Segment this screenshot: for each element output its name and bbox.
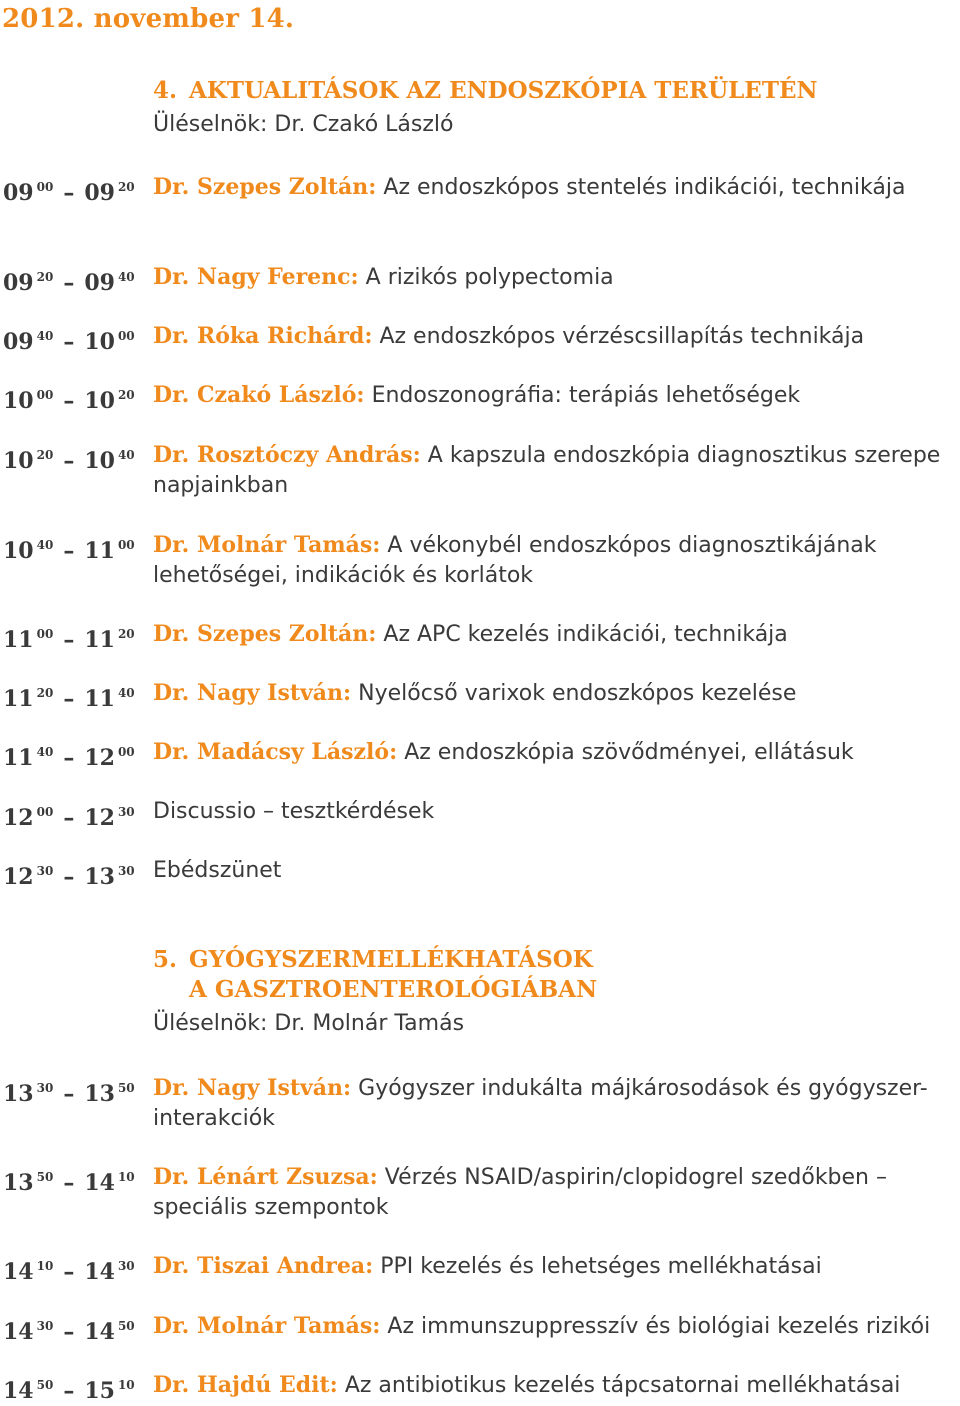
- start-hour: 13: [3, 1081, 34, 1107]
- start-hour: 14: [3, 1319, 34, 1345]
- end-minute: 30: [117, 1259, 135, 1273]
- end-time: [84, 619, 134, 655]
- talk-title: A vékonybél endoszkópos diagnosztikájának lehetőségei, indikációk és korlátok: [153, 533, 877, 588]
- speaker-name: Dr. Molnár Tamás:: [153, 532, 381, 558]
- start-time: [3, 530, 53, 566]
- start-hour: 10: [3, 388, 34, 414]
- end-time: [84, 856, 134, 892]
- start-minute: 30: [36, 864, 54, 878]
- time-slot: [3, 380, 135, 416]
- start-minute: 20: [36, 448, 54, 462]
- end-hour: 13: [84, 864, 115, 890]
- section-header: [153, 945, 597, 1039]
- section-title: [153, 975, 597, 1005]
- end-minute: 10: [117, 1170, 135, 1184]
- start-hour: 09: [3, 270, 34, 296]
- talk-entry: [153, 380, 952, 411]
- time-slot: [3, 1162, 135, 1198]
- time-dash: –: [63, 1378, 75, 1404]
- end-hour: 14: [84, 1170, 115, 1196]
- start-hour: 12: [3, 805, 34, 831]
- section-header: [153, 76, 818, 140]
- start-time: [3, 1162, 53, 1198]
- start-time: [3, 678, 53, 714]
- end-time: [84, 172, 134, 208]
- start-time: [3, 440, 53, 476]
- time-dash: –: [63, 180, 75, 206]
- time-dash: –: [63, 1319, 75, 1345]
- end-hour: 09: [84, 180, 115, 206]
- start-minute: 00: [36, 627, 54, 641]
- end-hour: 14: [84, 1319, 115, 1345]
- start-time: [3, 262, 53, 298]
- start-hour: 09: [3, 329, 34, 355]
- time-dash: –: [63, 1170, 75, 1196]
- talk-entry: [153, 1162, 952, 1223]
- time-slot: [3, 1073, 135, 1109]
- start-time: [3, 1370, 53, 1406]
- talk-title: Vérzés NSAID/aspirin/clopidogrel szedőkben – speciális szempontok: [153, 1165, 887, 1220]
- start-minute: 40: [36, 538, 54, 552]
- talk-entry: [153, 856, 952, 886]
- end-minute: 00: [117, 538, 135, 552]
- talk-title: PPI kezelés és lehetséges mellékhatásai: [380, 1254, 822, 1279]
- end-minute: 10: [117, 1378, 135, 1392]
- time-slot: [3, 856, 135, 892]
- end-hour: 12: [84, 805, 115, 831]
- talk-title: Endoszonográfia: terápiás lehetőségek: [371, 383, 801, 408]
- speaker-name: Dr. Hajdú Edit:: [153, 1372, 338, 1398]
- end-time: [84, 1251, 134, 1287]
- start-time: [3, 619, 53, 655]
- talk-entry: [153, 321, 952, 352]
- time-dash: –: [63, 538, 75, 564]
- section-title-text: GYÓGYSZERMELLÉKHATÁSOK: [189, 946, 593, 973]
- start-hour: 11: [3, 745, 34, 771]
- time-dash: –: [63, 745, 75, 771]
- time-dash: –: [63, 329, 75, 355]
- speaker-name: Dr. Nagy István:: [153, 1075, 352, 1101]
- time-dash: –: [63, 864, 75, 890]
- start-time: [3, 737, 53, 773]
- end-minute: 50: [117, 1081, 135, 1095]
- time-slot: [3, 321, 135, 357]
- end-time: [84, 440, 134, 476]
- end-minute: 30: [117, 864, 135, 878]
- start-time: [3, 172, 53, 208]
- end-time: [84, 530, 134, 566]
- start-hour: 11: [3, 686, 34, 712]
- talk-title: Nyelőcső varixok endoszkópos kezelése: [358, 681, 797, 706]
- start-minute: 00: [36, 805, 54, 819]
- end-minute: 40: [117, 686, 135, 700]
- talk-title: Az antibiotikus kezelés tápcsatornai mellékhatásai: [344, 1373, 901, 1398]
- time-dash: –: [63, 1259, 75, 1285]
- time-slot: [3, 172, 135, 208]
- talk-entry: [153, 172, 952, 203]
- speaker-name: Dr. Czakó László:: [153, 382, 365, 408]
- end-minute: 30: [117, 805, 135, 819]
- start-minute: 00: [36, 180, 54, 194]
- talk-title: Gyógyszer indukálta májkárosodások és gyógyszer-interakciók: [153, 1076, 928, 1131]
- end-minute: 20: [117, 388, 135, 402]
- section-number: 4.: [153, 77, 178, 104]
- start-minute: 00: [36, 388, 54, 402]
- end-hour: 15: [84, 1378, 115, 1404]
- start-hour: 09: [3, 180, 34, 206]
- talk-title: Discussio – tesztkérdések: [153, 799, 435, 824]
- start-time: [3, 856, 53, 892]
- start-minute: 40: [36, 329, 54, 343]
- start-time: [3, 321, 53, 357]
- speaker-name: Dr. Lénárt Zsuzsa:: [153, 1164, 378, 1190]
- end-time: [84, 678, 134, 714]
- section-chair: Üléselnök: Dr. Czakó László: [153, 112, 454, 137]
- end-hour: 11: [84, 627, 115, 653]
- talk-entry: [153, 737, 952, 768]
- start-time: [3, 1073, 53, 1109]
- end-time: [84, 1162, 134, 1198]
- talk-entry: [153, 678, 952, 709]
- section-number: 5.: [153, 946, 178, 973]
- end-minute: 50: [117, 1319, 135, 1333]
- time-dash: –: [63, 805, 75, 831]
- start-time: [3, 380, 53, 416]
- end-time: [84, 321, 134, 357]
- speaker-name: Dr. Róka Richárd:: [153, 323, 373, 349]
- section-chair: Üléselnök: Dr. Molnár Tamás: [153, 1011, 465, 1036]
- start-hour: 11: [3, 627, 34, 653]
- time-dash: –: [63, 1081, 75, 1107]
- end-hour: 13: [84, 1081, 115, 1107]
- start-minute: 20: [36, 270, 54, 284]
- end-hour: 14: [84, 1259, 115, 1285]
- end-hour: 12: [84, 745, 115, 771]
- talk-entry: [153, 1370, 952, 1401]
- talk-title: Az APC kezelés indikációi, technikája: [383, 622, 788, 647]
- start-minute: 50: [36, 1170, 54, 1184]
- start-hour: 12: [3, 864, 34, 890]
- end-time: [84, 1370, 134, 1406]
- end-hour: 09: [84, 270, 115, 296]
- end-minute: 40: [117, 270, 135, 284]
- start-hour: 14: [3, 1259, 34, 1285]
- end-hour: 11: [84, 686, 115, 712]
- start-minute: 50: [36, 1378, 54, 1392]
- end-minute: 00: [117, 329, 135, 343]
- talk-title: Ebédszünet: [153, 858, 282, 883]
- talk-entry: [153, 1251, 952, 1282]
- start-hour: 14: [3, 1378, 34, 1404]
- time-slot: [3, 737, 135, 773]
- section-title: [153, 945, 597, 975]
- time-dash: –: [63, 388, 75, 414]
- talk-entry: [153, 1311, 952, 1342]
- speaker-name: Dr. Nagy Ferenc:: [153, 264, 359, 290]
- time-slot: [3, 797, 135, 833]
- time-slot: [3, 619, 135, 655]
- talk-entry: [153, 797, 952, 827]
- time-slot: [3, 1251, 135, 1287]
- time-dash: –: [63, 270, 75, 296]
- section-title-text: A GASZTROENTEROLÓGIÁBAN: [189, 976, 598, 1003]
- speaker-name: Dr. Madácsy László:: [153, 739, 398, 765]
- end-minute: 20: [117, 180, 135, 194]
- section-title-text: AKTUALITÁSOK AZ ENDOSZKÓPIA TERÜLETÉN: [189, 77, 818, 104]
- start-hour: 10: [3, 448, 34, 474]
- end-minute: 00: [117, 745, 135, 759]
- end-time: [84, 737, 134, 773]
- end-hour: 10: [84, 448, 115, 474]
- start-hour: 13: [3, 1170, 34, 1196]
- time-slot: [3, 1311, 135, 1347]
- talk-title: A kapszula endoszkópia diagnosztikus szerepe napjainkban: [153, 443, 941, 498]
- time-slot: [3, 262, 135, 298]
- time-dash: –: [63, 686, 75, 712]
- start-minute: 10: [36, 1259, 54, 1273]
- start-time: [3, 1311, 53, 1347]
- time-slot: [3, 678, 135, 714]
- time-dash: –: [63, 448, 75, 474]
- speaker-name: Dr. Tiszai Andrea:: [153, 1253, 374, 1279]
- talk-entry: [153, 619, 952, 650]
- end-hour: 10: [84, 329, 115, 355]
- talk-entry: [153, 440, 952, 501]
- speaker-name: Dr. Rosztóczy András:: [153, 442, 421, 468]
- talk-title: Az endoszkópia szövődményei, ellátásuk: [404, 740, 854, 765]
- end-minute: 20: [117, 627, 135, 641]
- start-minute: 30: [36, 1319, 54, 1333]
- end-hour: 10: [84, 388, 115, 414]
- end-minute: 40: [117, 448, 135, 462]
- time-slot: [3, 1370, 135, 1406]
- time-slot: [3, 440, 135, 476]
- end-time: [84, 797, 134, 833]
- talk-entry: [153, 262, 952, 293]
- end-time: [84, 1311, 134, 1347]
- talk-title: Az endoszkópos stentelés indikációi, technikája: [383, 175, 906, 200]
- start-minute: 20: [36, 686, 54, 700]
- speaker-name: Dr. Szepes Zoltán:: [153, 174, 377, 200]
- start-minute: 30: [36, 1081, 54, 1095]
- speaker-name: Dr. Szepes Zoltán:: [153, 621, 377, 647]
- end-hour: 11: [84, 538, 115, 564]
- talk-title: Az immunszuppresszív és biológiai kezelés rizikói: [387, 1314, 931, 1339]
- time-dash: –: [63, 627, 75, 653]
- time-slot: [3, 530, 135, 566]
- talk-title: Az endoszkópos vérzéscsillapítás technikája: [379, 324, 865, 349]
- start-minute: 40: [36, 745, 54, 759]
- start-hour: 10: [3, 538, 34, 564]
- end-time: [84, 1073, 134, 1109]
- page-date: 2012. november 14.: [2, 4, 295, 34]
- start-time: [3, 797, 53, 833]
- end-time: [84, 262, 134, 298]
- start-time: [3, 1251, 53, 1287]
- speaker-name: Dr. Nagy István:: [153, 680, 352, 706]
- talk-entry: [153, 530, 952, 591]
- talk-title: A rizikós polypectomia: [365, 265, 614, 290]
- talk-entry: [153, 1073, 952, 1134]
- section-title: [153, 76, 818, 106]
- end-time: [84, 380, 134, 416]
- speaker-name: Dr. Molnár Tamás:: [153, 1313, 381, 1339]
